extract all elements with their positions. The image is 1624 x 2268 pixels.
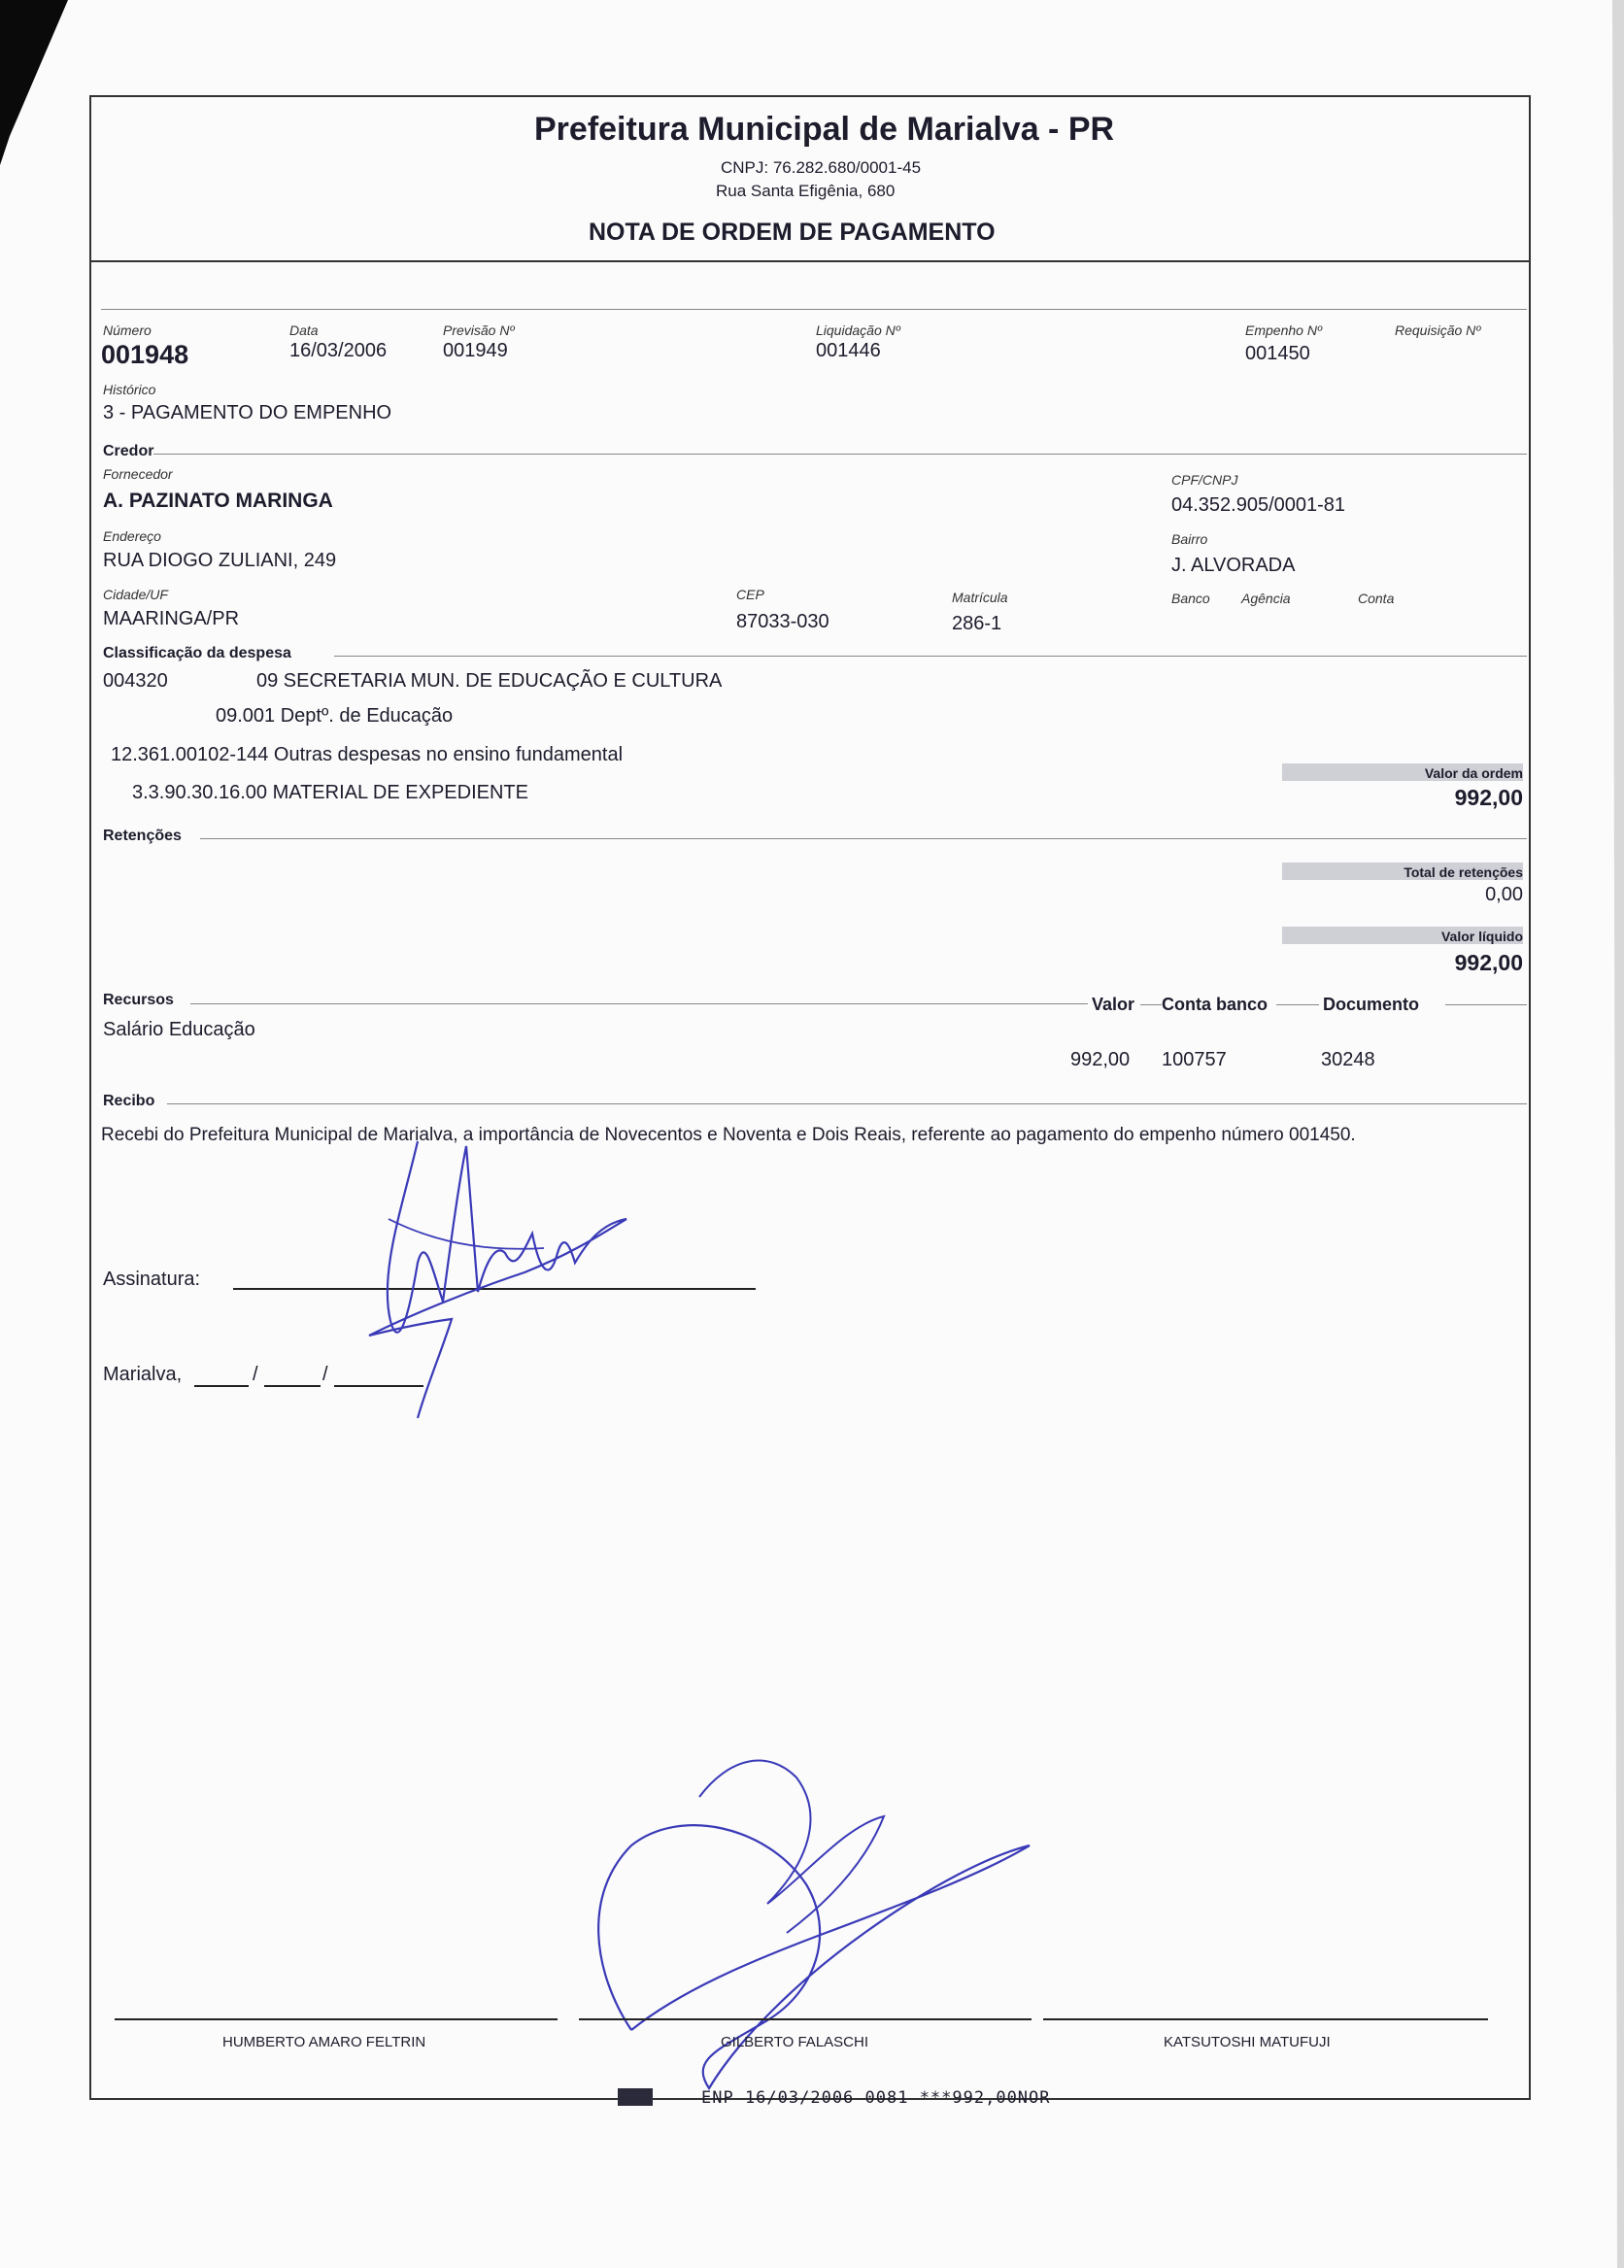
bairro-label: Bairro xyxy=(1171,531,1208,547)
address-text: Rua Santa Efigênia, 680 xyxy=(716,182,896,200)
document-type: NOTA DE ORDEM DE PAGAMENTO xyxy=(589,219,996,246)
cpf-label: CPF/CNPJ xyxy=(1171,472,1238,488)
previsao-value: 001949 xyxy=(443,340,508,361)
signatory-line xyxy=(579,2018,1032,2020)
credor-section: Credor xyxy=(103,443,154,459)
page-title: Prefeitura Municipal de Marialva - PR xyxy=(534,111,1115,148)
historico-value: 3 - PAGAMENTO DO EMPENHO xyxy=(103,402,392,423)
signatory-humberto: HUMBERTO AMARO FELTRIN xyxy=(222,2034,426,2050)
recibo-section: Recibo xyxy=(103,1093,155,1109)
date-line-day xyxy=(194,1385,249,1387)
local-label: Marialva, xyxy=(103,1364,183,1385)
recursos-conta: 100757 xyxy=(1162,1049,1227,1070)
divider xyxy=(167,1103,1527,1104)
bairro-value: J. ALVORADA xyxy=(1171,555,1296,576)
endereco-value: RUA DIOGO ZULIANI, 249 xyxy=(103,550,337,571)
endereco-label: Endereço xyxy=(103,528,161,544)
recursos-documento: 30248 xyxy=(1321,1049,1375,1070)
cidade-value: MAARINGA/PR xyxy=(103,608,240,629)
classificacao-code: 004320 xyxy=(103,670,168,692)
cpf-value: 04.352.905/0001-81 xyxy=(1171,494,1346,516)
empenho-label: Empenho Nº xyxy=(1245,322,1323,338)
recursos-valor-label: Valor xyxy=(1092,995,1135,1014)
divider xyxy=(153,454,1527,455)
header-divider xyxy=(89,260,1529,262)
classificacao-line3: 12.361.00102-144 Outras despesas no ensino fundamental xyxy=(111,744,624,765)
classificacao-line1: 09 SECRETARIA MUN. DE EDUCAÇÃO E CULTURA xyxy=(256,670,723,692)
date-slash: / xyxy=(253,1364,258,1385)
fornecedor-label: Fornecedor xyxy=(103,466,173,482)
divider xyxy=(190,1003,1088,1004)
data-label: Data xyxy=(289,322,319,338)
divider xyxy=(334,656,1527,657)
conta-label: Conta xyxy=(1358,591,1395,606)
agencia-label: Agência xyxy=(1241,591,1291,606)
assinatura-label: Assinatura: xyxy=(103,1269,201,1290)
stamp-mark xyxy=(618,2088,653,2106)
cnpj-text: CNPJ: 76.282.680/0001-45 xyxy=(721,158,922,177)
valor-ordem-label: Valor da ordem xyxy=(1424,765,1523,781)
numero-label: Número xyxy=(103,322,152,338)
signatory-katsutoshi: KATSUTOSHI MATUFUJI xyxy=(1164,2034,1331,2050)
recursos-conta-label: Conta banco xyxy=(1162,995,1269,1014)
fornecedor-value: A. PAZINATO MARINGA xyxy=(103,490,333,512)
recursos-documento-label: Documento xyxy=(1323,995,1419,1014)
signatory-line xyxy=(1043,2018,1488,2020)
divider xyxy=(1445,1004,1527,1005)
cep-value: 87033-030 xyxy=(736,611,829,632)
date-line-month xyxy=(264,1385,321,1387)
numero-value: 001948 xyxy=(101,340,189,369)
previsao-label: Previsão Nº xyxy=(443,322,515,338)
empenho-value: 001450 xyxy=(1245,343,1310,364)
classificacao-line2: 09.001 Deptº. de Educação xyxy=(216,705,454,727)
receipt-signature xyxy=(350,1127,660,1428)
recursos-section: Recursos xyxy=(103,992,174,1008)
classificacao-section: Classificação da despesa xyxy=(103,645,291,661)
total-retencoes-label: Total de retenções xyxy=(1404,864,1523,880)
footer-stamp: ENP 16/03/2006 0081 ***992,00NOR xyxy=(701,2088,1051,2108)
cidade-label: Cidade/UF xyxy=(103,587,168,602)
requisicao-label: Requisição Nº xyxy=(1395,322,1481,338)
signatory-gilberto: GILBERTO FALASCHI xyxy=(721,2034,868,2050)
classificacao-line4: 3.3.90.30.16.00 MATERIAL DE EXPEDIENTE xyxy=(132,782,528,803)
retencoes-section: Retenções xyxy=(103,828,182,844)
recursos-valor: 992,00 xyxy=(1070,1049,1131,1070)
valor-liquido-value: 992,00 xyxy=(1454,950,1523,975)
divider xyxy=(1276,1004,1319,1005)
cep-label: CEP xyxy=(736,587,764,602)
liquidacao-value: 001446 xyxy=(816,340,881,361)
matricula-value: 286-1 xyxy=(952,613,1002,634)
total-retencoes-value: 0,00 xyxy=(1485,884,1523,905)
data-value: 16/03/2006 xyxy=(289,340,388,361)
signatory-line xyxy=(115,2018,558,2020)
date-slash: / xyxy=(322,1364,328,1385)
divider xyxy=(1140,1004,1162,1005)
historico-label: Histórico xyxy=(103,382,156,397)
divider xyxy=(101,309,1527,310)
recursos-fonte: Salário Educação xyxy=(103,1019,255,1040)
valor-ordem-value: 992,00 xyxy=(1454,785,1523,810)
liquidacao-label: Liquidação Nº xyxy=(816,322,900,338)
divider xyxy=(200,838,1527,839)
recibo-text: Recebi do Prefeitura Municipal de Marialva, a importância de Novecentos e Noventa e Dois Reais, referente ao pagamento do empenho número 001450. xyxy=(101,1125,1356,1145)
valor-liquido-label: Valor líquido xyxy=(1440,929,1523,944)
matricula-label: Matrícula xyxy=(952,590,1008,605)
banco-label: Banco xyxy=(1171,591,1210,606)
